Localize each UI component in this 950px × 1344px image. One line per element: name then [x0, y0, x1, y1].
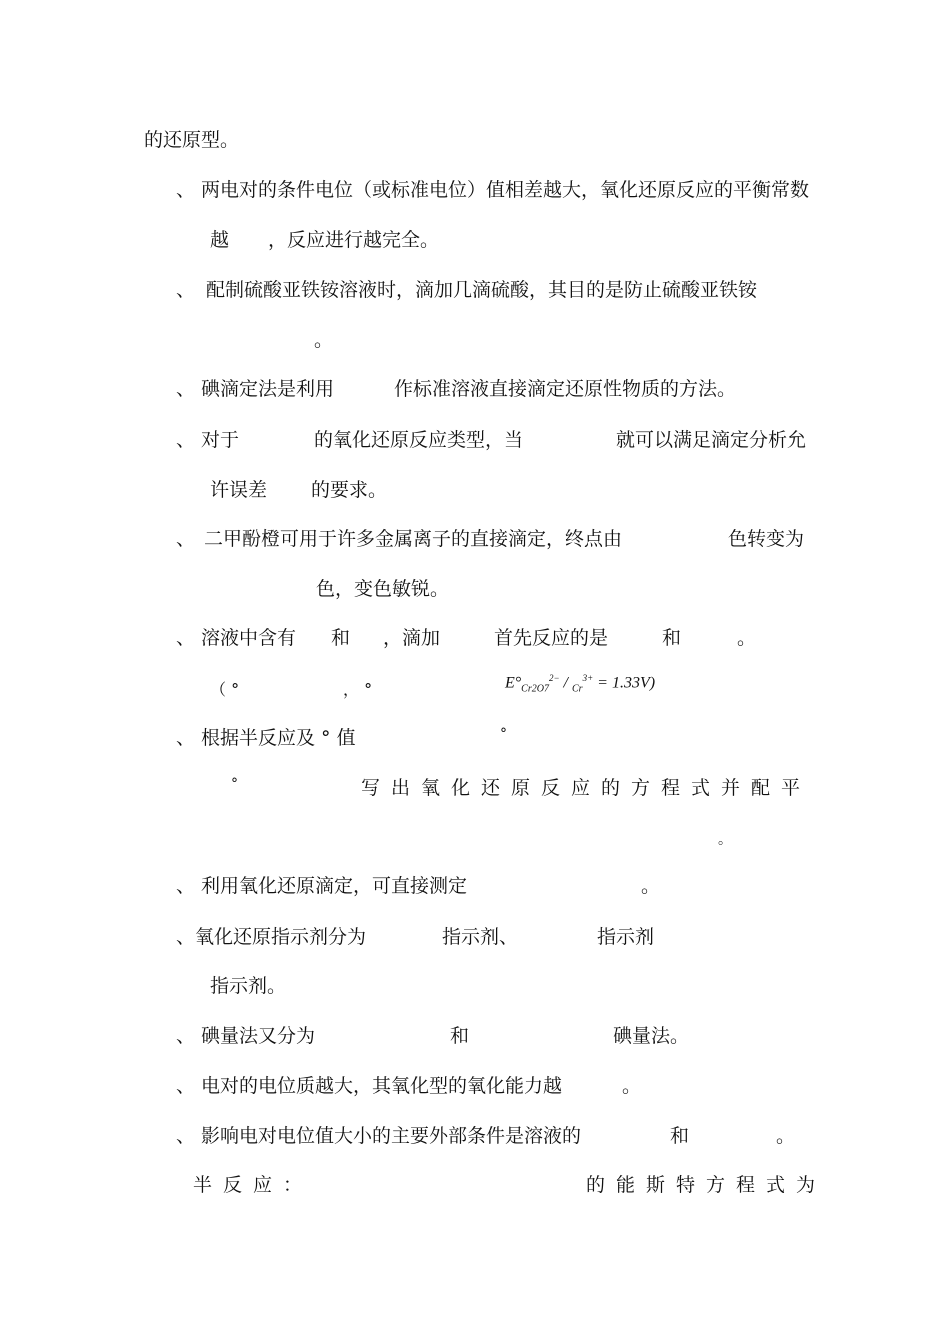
text-line: 指示剂、 [442, 926, 519, 948]
text-line: 色转变为 [728, 528, 805, 550]
text-line: 两电对的条件电位（或标准电位）值相差越大，氧化还原反应的平衡常数 [201, 179, 810, 201]
text-line: 和 [662, 627, 682, 649]
text-line: 越 [210, 229, 230, 251]
text-line: 首先反应的是 [494, 627, 609, 649]
text-line: ° [500, 726, 507, 742]
text-line: 。 [314, 329, 334, 351]
text-line: 二甲酚橙可用于许多金属离子的直接滴定，终点由 [204, 528, 623, 550]
text-line: 。 [718, 832, 732, 848]
text-line: 的还原型。 [144, 129, 240, 151]
text-line: 指示剂。 [210, 975, 287, 997]
text-line: 对于 [201, 429, 240, 451]
text-line: 。 [737, 627, 757, 649]
item-marker: 、 [176, 875, 196, 897]
standard-potential-formula: $E^\circ_{Cr2O7}^{2-} / _{Cr}^{3+} = 1.33V$) [505, 673, 656, 695]
text-line: 、氧化还原指示剂分为 [176, 926, 367, 948]
text-line: ，反应进行越完全。 [268, 229, 440, 251]
item-marker: 、 [176, 429, 196, 451]
text-line: 溶液中含有 [201, 627, 297, 649]
text-line: 指示剂 [597, 926, 655, 948]
text-line: 根据半反应及 ° 值 [201, 727, 356, 749]
text-line: 影响电对电位值大小的主要外部条件是溶液的 [201, 1125, 582, 1147]
text-line: ° [231, 776, 238, 792]
text-line: 的氧化还原反应类型，当 [314, 429, 524, 451]
text-line: ，滴加 [383, 627, 441, 649]
text-line: 就可以满足滴定分析允 [616, 429, 807, 451]
text-line: 。 [641, 875, 661, 897]
item-marker: 、 [176, 279, 196, 301]
item-marker: 、 [176, 627, 196, 649]
item-marker: 、 [176, 1125, 196, 1147]
item-marker: 、 [176, 1075, 196, 1097]
item-marker: 、 [176, 1025, 196, 1047]
text-line: 碘量法又分为 [201, 1025, 316, 1047]
text-line: 的能斯特方程式为 [586, 1174, 827, 1196]
item-marker: 、 [176, 528, 196, 550]
item-marker: 、 [176, 378, 196, 400]
text-line: 的要求。 [311, 479, 388, 501]
text-line: 和 [670, 1125, 690, 1147]
text-line: 半反应： [193, 1174, 314, 1196]
text-line: （ ° [210, 680, 240, 699]
text-line: 电对的电位质越大，其氧化型的氧化能力越 [201, 1075, 563, 1097]
text-line: 。 [776, 1125, 796, 1147]
text-line: 利用氧化还原滴定，可直接测定 [201, 875, 468, 897]
text-line: 和 [331, 627, 351, 649]
text-line: 。 [622, 1075, 642, 1097]
text-line: 配制硫酸亚铁铵溶液时，滴加几滴硫酸，其目的是防止硫酸亚铁铵 [206, 279, 758, 301]
text-line: ， ° [343, 680, 373, 699]
item-marker: 、 [176, 179, 196, 201]
text-line: 碘滴定法是利用 [201, 378, 335, 400]
text-line: 许误差 [210, 479, 268, 501]
text-line: 碘量法。 [613, 1025, 690, 1047]
text-line: 和 [450, 1025, 470, 1047]
item-marker: 、 [176, 727, 196, 749]
text-line: 作标准溶液直接滴定还原性物质的方法。 [394, 378, 737, 400]
text-line: 色，变色敏锐。 [316, 578, 450, 600]
text-line: 写出氧化还原反应的方程式并配平 [361, 777, 812, 799]
